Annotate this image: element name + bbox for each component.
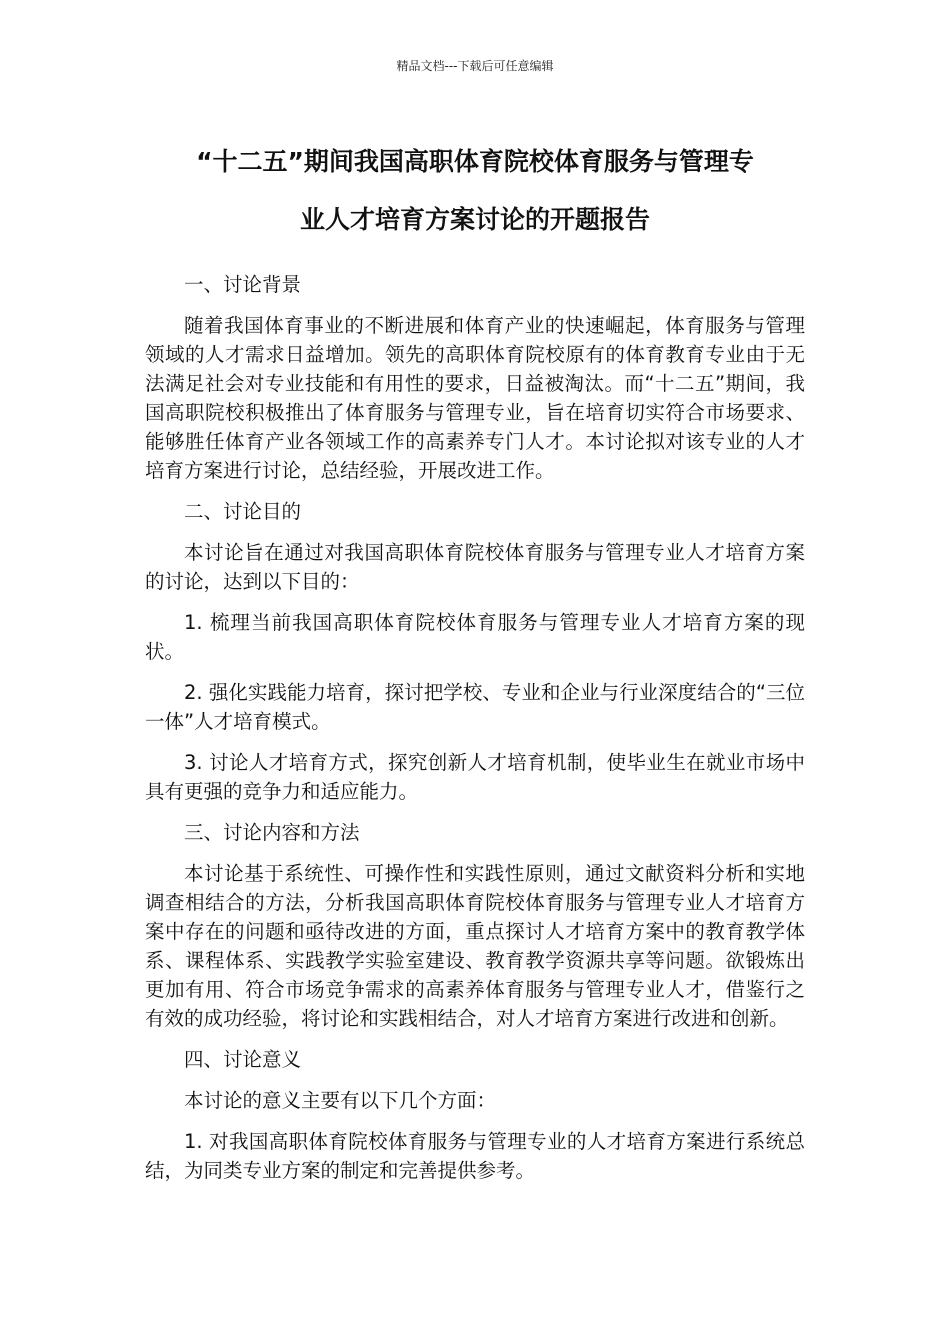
paragraph-purpose-intro: 本讨论旨在通过对我国高职体育院校体育服务与管理专业人才培育方案的讨论，达到以下目的： [145,541,805,593]
paragraph-content-method: 本讨论基于系统性、可操作性和实践性原则，通过文献资料分析和实地调查相结合的方法，分析我国高职体育院校体育服务与管理专业人才培育方案中存在的问题和亟待改进的方面，重点探讨人才培育方案中的教育教学体系、课程体系、实践教学实验室建设、教育教学资源共享等问题。欲锻炼出更加有用、符合市场竞争需求的高素养体育服务与管理专业人才，借鉴行之有效的成功经验，将讨论和实践相结合，对人才培育方案进行改进和创新。 [145,862,805,1030]
document-body [145,270,805,1197]
paragraph-background: 随着我国体育事业的不断进展和体育产业的快速崛起，体育服务与管理领域的人才需求日益增加。领先的高职体育院校原有的体育教育专业由于无法满足社会对专业技能和有用性的要求，日益被淘汰。而“十二五”期间，我国高职院校积极推出了体育服务与管理专业，旨在培育切实符合市场要求、能够胜任体育产业各领域工作的高素养专门人才。本讨论拟对该专业的人才培育方案进行讨论，总结经验，开展改进工作。 [145,314,805,482]
section-heading-purpose: 二、讨论目的 [184,500,302,523]
section-heading-significance: 四、讨论意义 [184,1048,302,1071]
title-line-2: 业人才培育方案讨论的开题报告 [299,205,650,234]
list-item-purpose-3: 3. 讨论人才培育方式，探究创新人才培育机制，使毕业生在就业市场中具有更强的竞争力和适应能力。 [145,751,805,803]
header-note: 精品文档---下载后可任意编辑 [396,59,554,73]
paragraph-significance-intro: 本讨论的意义主要有以下几个方面： [184,1089,497,1112]
section-heading-content-method: 三、讨论内容和方法 [184,821,360,844]
title-line-1: “十二五”期间我国高职体育院校体育服务与管理专 [196,147,754,176]
document-title [140,133,810,249]
section-heading-background: 一、讨论背景 [184,273,302,296]
list-item-purpose-1: 1. 梳理当前我国高职体育院校体育服务与管理专业人才培育方案的现状。 [145,611,805,663]
list-item-purpose-2: 2. 强化实践能力培育，探讨把学校、专业和企业与行业深度结合的“三位一体”人才培育模式。 [145,681,805,733]
list-item-significance-1: 1. 对我国高职体育院校体育服务与管理专业的人才培育方案进行系统总结，为同类专业方案的制定和完善提供参考。 [145,1130,805,1182]
